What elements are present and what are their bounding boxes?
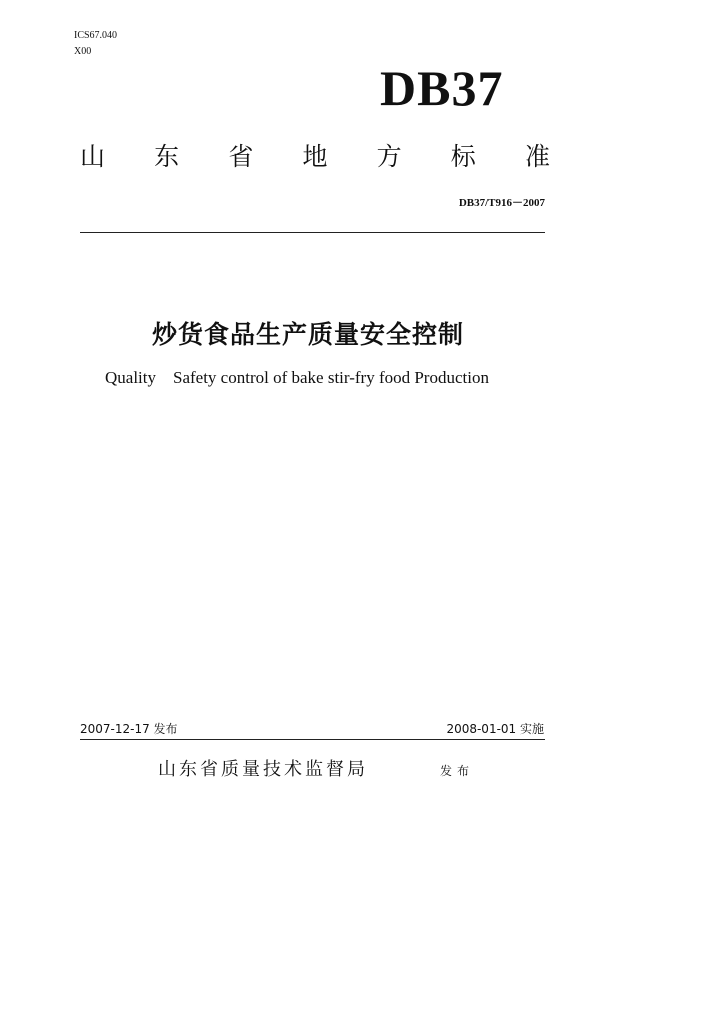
- standard-name-char: 方: [376, 142, 402, 171]
- issuing-authority: 山东省质量技术监督局: [158, 759, 368, 780]
- standard-name: [80, 142, 550, 172]
- publish-label: 发布: [440, 764, 475, 778]
- standard-name-char: 省: [228, 142, 254, 171]
- classification-code: X00: [74, 46, 92, 57]
- issue-date: 2007-12-17 发布: [80, 722, 178, 736]
- title-english: Quality Safety control of bake stir-fry food Production: [105, 368, 489, 387]
- db-code: DB37: [380, 60, 504, 116]
- standard-name-char: 东: [154, 142, 180, 171]
- top-divider: [80, 232, 545, 233]
- standard-name-char: 准: [524, 142, 550, 171]
- bottom-divider: [80, 739, 545, 740]
- standard-name-char: 标: [450, 142, 476, 171]
- standard-name-char: 山: [80, 142, 106, 171]
- standard-name-char: 地: [302, 142, 328, 171]
- implementation-date: 2008-01-01 实施: [446, 722, 544, 736]
- standard-number: DB37/T916－2007: [458, 197, 545, 209]
- ics-code: ICS67.040: [74, 30, 118, 41]
- title-chinese: 炒货食品生产质量安全控制: [152, 320, 465, 349]
